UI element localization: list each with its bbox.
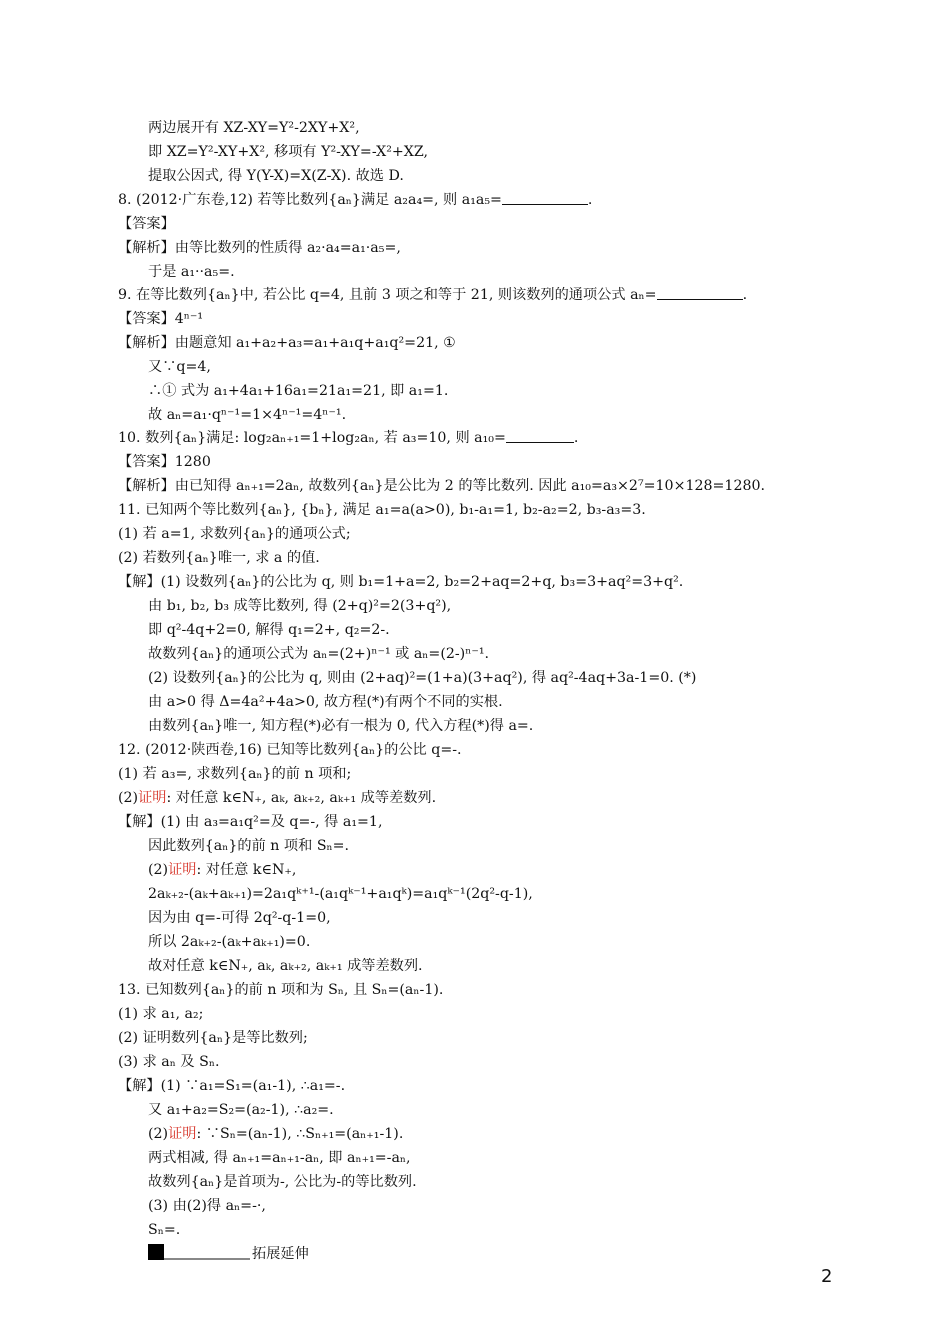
q11-solution-line6: 由 a>0 得 Δ=4a²+4a>0, 故方程(*)有两个不同的实根. — [148, 694, 503, 710]
q12-part2 — [118, 788, 436, 808]
q11-stem: 11. 已知两个等比数列{aₙ}, {bₙ}, 满足 a₁=a(a>0), b₁-a₁=1, b₂-a₂=2, b₃-a₃=3. — [118, 502, 646, 518]
q8-answer-label: 【答案】 — [118, 216, 175, 232]
q11-solution-line7: 由数列{aₙ}唯一, 知方程(*)必有一根为 0, 代入方程(*)得 a=. — [148, 718, 534, 734]
q12-part-label: (2) — [148, 862, 169, 878]
q13-solution-line7: Sₙ=. — [148, 1222, 181, 1238]
q11-solution-line3: 即 q²-4q+2=0, 解得 q₁=2+, q₂=2-. — [148, 622, 390, 638]
q11-part1: (1) 若 a=1, 求数列{aₙ}的通项公式; — [118, 526, 351, 542]
q12-solution-line3-text: : 对任意 k∈N₊, — [196, 862, 297, 878]
answer-blank — [502, 192, 588, 205]
q8-analysis-line2: 于是 a₁··a₅=. — [148, 264, 235, 280]
q12-part2-text: : 对任意 k∈N₊, aₖ, aₖ₊₂, aₖ₊₁ 成等差数列. — [166, 790, 437, 806]
q9-answer: 【答案】4ⁿ⁻¹ — [118, 311, 204, 327]
q13-part1: (1) 求 a₁, a₂; — [118, 1006, 204, 1022]
q11-solution-line1: 【解】(1) 设数列{aₙ}的公比为 q, 则 b₁=1+a=2, b₂=2+aq=2+q, b₃=3+aq²=3+q². — [118, 574, 684, 590]
q13-part3: (3) 求 aₙ 及 Sₙ. — [118, 1054, 220, 1070]
q10-analysis: 【解析】由已知得 aₙ₊₁=2aₙ, 故数列{aₙ}是公比为 2 的等比数列. 因此 a₁₀=a₃×2⁷=10×128=1280. — [118, 478, 766, 494]
q10-stem: 10. 数列{aₙ}满足: log₂aₙ₊₁=1+log₂aₙ, 若 a₃=10, 则 a₁₀= . — [118, 430, 579, 446]
proof-label: 证明 — [168, 862, 197, 878]
proof-label: 证明 — [168, 1126, 197, 1142]
q12-solution-line7: 故对任意 k∈N₊, aₖ, aₖ₊₂, aₖ₊₁ 成等差数列. — [148, 958, 423, 974]
proof-label: 证明 — [138, 790, 167, 806]
q8-stem: 8. (2012·广东卷,12) 若等比数列{aₙ}满足 a₂a₄=, 则 a₁a₅= . — [118, 192, 593, 208]
q13-solution-line6: (3) 由(2)得 aₙ=-·, — [148, 1198, 266, 1214]
q13-solution-line3-text: : ∵Sₙ=(aₙ-1), ∴Sₙ₊₁=(aₙ₊₁-1). — [196, 1126, 404, 1142]
answer-blank — [506, 430, 574, 443]
q12-solution-line1: 【解】(1) 由 a₃=a₁q²=及 q=-, 得 a₁=1, — [118, 814, 383, 830]
q7-line1: 两边展开有 XZ-XY=Y²-2XY+X², — [148, 120, 360, 136]
q10-stem-text: 10. 数列{aₙ}满足: log₂aₙ₊₁=1+log₂aₙ, 若 a₃=10, 则 a₁₀= — [118, 430, 506, 446]
q9-stem: 9. 在等比数列{aₙ}中, 若公比 q=4, 且前 3 项之和等于 21, 则该数列的通项公式 aₙ= . — [118, 287, 748, 303]
answer-blank — [657, 287, 743, 300]
q13-solution-line5: 故数列{aₙ}是首项为-, 公比为-的等比数列. — [148, 1174, 417, 1190]
q12-solution-line6: 所以 2aₖ₊₂-(aₖ+aₖ₊₁)=0. — [148, 934, 311, 950]
q13-solution-line3 — [148, 1124, 403, 1144]
q12-stem: 12. (2012·陕西卷,16) 已知等比数列{aₙ}的公比 q=-. — [118, 742, 462, 758]
q7-line2: 即 XZ=Y²-XY+X², 移项有 Y²-XY=-X²+XZ, — [148, 144, 428, 160]
q9-analysis-line3: ∴① 式为 a₁+4a₁+16a₁=21a₁=21, 即 a₁=1. — [148, 383, 449, 399]
q13-solution-line4: 两式相减, 得 aₙ₊₁=aₙ₊₁-aₙ, 即 aₙ₊₁=-aₙ, — [148, 1150, 411, 1166]
q9-analysis: 【解析】由题意知 a₁+a₂+a₃=a₁+a₁q+a₁q²=21, ① — [118, 335, 456, 351]
q9-analysis-line4: 故 aₙ=a₁·qⁿ⁻¹=1×4ⁿ⁻¹=4ⁿ⁻¹. — [148, 407, 347, 423]
q8-analysis: 【解析】由等比数列的性质得 a₂·a₄=a₁·a₅=, — [118, 240, 401, 256]
black-square-icon — [148, 1244, 164, 1260]
heading-rule — [164, 1246, 250, 1260]
q13-solution-line1: 【解】(1) ∵a₁=S₁=(a₁-1), ∴a₁=-. — [118, 1078, 346, 1094]
q11-solution-line4: 故数列{aₙ}的通项公式为 aₙ=(2+)ⁿ⁻¹ 或 aₙ=(2-)ⁿ⁻¹. — [148, 646, 490, 662]
q12-part2-prefix: (2) — [118, 790, 139, 806]
q11-solution-line5: (2) 设数列{aₙ}的公比为 q, 则由 (2+aq)²=(1+a)(3+aq²), 得 aq²-4aq+3a-1=0. (*) — [148, 670, 697, 686]
q8-stem-text: 8. (2012·广东卷,12) 若等比数列{aₙ}满足 a₂a₄=, 则 a₁a₅= — [118, 192, 502, 208]
page-number: 2 — [821, 1266, 833, 1287]
q12-part1: (1) 若 a₃=, 求数列{aₙ}的前 n 项和; — [118, 766, 352, 782]
section-heading — [148, 1244, 309, 1264]
q9-analysis-line2: 又∵q=4, — [148, 359, 211, 375]
q13-part-label: (2) — [148, 1126, 169, 1142]
q9-stem-text: 9. 在等比数列{aₙ}中, 若公比 q=4, 且前 3 项之和等于 21, 则该数列的通项公式 aₙ= — [118, 287, 657, 303]
q12-solution-line4: 2aₖ₊₂-(aₖ+aₖ₊₁)=2a₁qᵏ⁺¹-(a₁qᵏ⁻¹+a₁qᵏ)=a₁qᵏ⁻¹(2q²-q-1), — [148, 886, 533, 902]
q13-stem: 13. 已知数列{aₙ}的前 n 项和为 Sₙ, 且 Sₙ=(aₙ-1). — [118, 982, 444, 998]
section-title: 拓展延伸 — [252, 1246, 309, 1262]
q13-solution-line2: 又 a₁+a₂=S₂=(a₂-1), ∴a₂=. — [148, 1102, 334, 1118]
q7-line3: 提取公因式, 得 Y(Y-X)=X(Z-X). 故选 D. — [148, 168, 404, 184]
q12-solution-line5: 因为由 q=-可得 2q²-q-1=0, — [148, 910, 331, 926]
q12-solution-line3 — [148, 860, 296, 880]
q12-solution-line2: 因此数列{aₙ}的前 n 项和 Sₙ=. — [148, 838, 350, 854]
q11-solution-line2: 由 b₁, b₂, b₃ 成等比数列, 得 (2+q)²=2(3+q²), — [148, 598, 452, 614]
q10-answer: 【答案】1280 — [118, 454, 211, 470]
q11-part2: (2) 若数列{aₙ}唯一, 求 a 的值. — [118, 550, 320, 566]
q13-part2: (2) 证明数列{aₙ}是等比数列; — [118, 1030, 308, 1046]
